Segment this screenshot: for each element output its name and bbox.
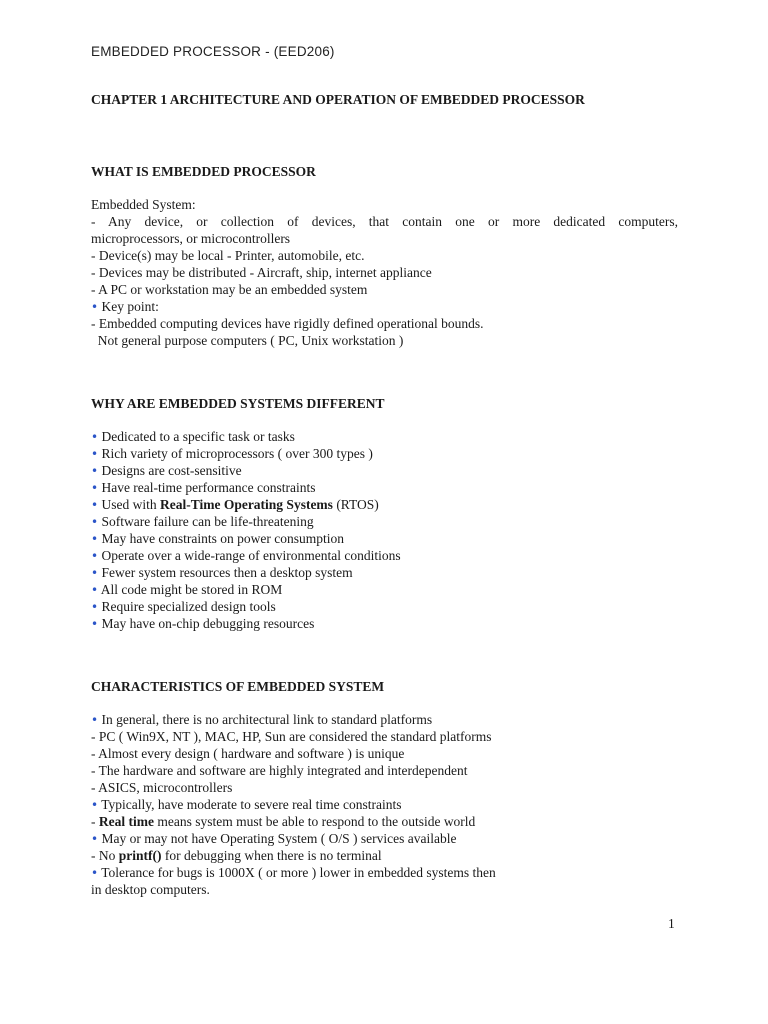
bullet-icon: • (91, 866, 99, 880)
list-item (91, 513, 678, 530)
bullet-text: Key point: (101, 299, 159, 314)
section-title-why-different: WHY ARE EMBEDDED SYSTEMS DIFFERENT (91, 396, 385, 411)
list-item-text: Software failure can be life-threatening (101, 514, 314, 529)
bullet-icon: • (91, 430, 99, 444)
bullet-text: In general, there is no architectural link to standard platforms (101, 712, 433, 727)
bullet-icon: • (91, 583, 99, 597)
paragraph-line: - Devices may be distributed - Aircraft, ship, internet appliance (91, 265, 432, 280)
list-item-text: (RTOS) (332, 497, 379, 512)
bullet-icon: • (91, 798, 99, 812)
line-bold-text: Real time (98, 814, 154, 829)
paragraph-line: Not general purpose computers ( PC, Unix workstation ) (91, 333, 404, 348)
running-header: EMBEDDED PROCESSOR - (EED206) (91, 44, 335, 59)
list-item-text: May have constraints on power consumption (101, 531, 345, 546)
list-item (91, 615, 678, 632)
bullet-icon: • (91, 713, 99, 727)
bullet-icon: • (91, 617, 99, 631)
list-item (91, 428, 678, 445)
bullet-text: May or may not have Operating System ( O/S ) services available (101, 831, 457, 846)
list-item-text: All code might be stored in ROM (100, 582, 283, 597)
list-item (91, 530, 678, 547)
page-number: 1 (668, 916, 675, 931)
list-item-text: Have real-time performance constraints (101, 480, 316, 495)
bullet-line (91, 796, 678, 813)
chapter-title: CHAPTER 1 ARCHITECTURE AND OPERATION OF EMBEDDED PROCESSOR (91, 92, 585, 107)
list-item (91, 598, 678, 615)
paragraph-line: microprocessors, or microcontrollers (91, 231, 291, 246)
bullet-line (91, 298, 678, 315)
bullet-icon: • (91, 600, 99, 614)
list-item-text: Dedicated to a specific task or tasks (101, 429, 295, 444)
bullet-icon: • (91, 498, 99, 512)
bullet-text: Typically, have moderate to severe real time constraints (101, 797, 402, 812)
line-text: means system must be able to respond to the outside world (153, 814, 476, 829)
list-item (91, 445, 678, 462)
paragraph-line: in desktop computers. (91, 882, 210, 897)
bullet-icon: • (91, 481, 99, 495)
paragraph-line (91, 813, 678, 830)
paragraph-line: Embedded System: (91, 197, 196, 212)
section-title-characteristics: CHARACTERISTICS OF EMBEDDED SYSTEM (91, 679, 385, 694)
bullet-line (91, 711, 678, 728)
bullet-text: Tolerance for bugs is 1000X ( or more ) lower in embedded systems then (101, 865, 496, 880)
document-body (91, 91, 678, 898)
list-item (91, 581, 678, 598)
paragraph-line: - Embedded computing devices have rigidly defined operational bounds. (91, 316, 484, 331)
bullet-list-why-different (91, 428, 678, 632)
bullet-icon: • (91, 447, 99, 461)
list-item (91, 564, 678, 581)
bullet-line (91, 830, 678, 847)
paragraph-line: - Any device, or collection of devices, that contain one or more dedicated computers, (91, 214, 678, 229)
paragraph-line: - PC ( Win9X, NT ), MAC, HP, Sun are considered the standard platforms (91, 729, 492, 744)
section-title-what-is: WHAT IS EMBEDDED PROCESSOR (91, 164, 316, 179)
list-item-text: May have on-chip debugging resources (101, 616, 315, 631)
list-item-text: Rich variety of microprocessors ( over 300 types ) (101, 446, 373, 461)
bullet-icon: • (91, 515, 99, 529)
list-item-text: Fewer system resources then a desktop system (101, 565, 353, 580)
bullet-icon: • (91, 549, 99, 563)
paragraph-line: - Device(s) may be local - Printer, automobile, etc. (91, 248, 365, 263)
line-bold-text: printf() (118, 848, 162, 863)
line-text: - (91, 814, 99, 829)
bullet-icon: • (91, 532, 99, 546)
list-item (91, 496, 678, 513)
paragraph-line: - A PC or workstation may be an embedded system (91, 282, 368, 297)
list-item (91, 547, 678, 564)
line-text: - No (91, 848, 119, 863)
list-item-text: Require specialized design tools (101, 599, 276, 614)
paragraph-line: - The hardware and software are highly integrated and interdependent (91, 763, 468, 778)
list-item-text: Operate over a wide-range of environmental conditions (101, 548, 401, 563)
paragraph-line: - Almost every design ( hardware and software ) is unique (91, 746, 405, 761)
bullet-icon: • (91, 464, 99, 478)
bullet-icon: • (91, 300, 99, 314)
list-item-text: Used with (101, 497, 160, 512)
list-item-text: Designs are cost-sensitive (101, 463, 242, 478)
bullet-icon: • (91, 832, 99, 846)
bullet-icon: • (91, 566, 99, 580)
paragraph-line: - ASICS, microcontrollers (91, 780, 233, 795)
paragraph-line (91, 847, 678, 864)
list-item-bold-text: Real-Time Operating Systems (159, 497, 333, 512)
list-item (91, 479, 678, 496)
line-text: for debugging when there is no terminal (161, 848, 382, 863)
bullet-line (91, 864, 678, 881)
list-item (91, 462, 678, 479)
